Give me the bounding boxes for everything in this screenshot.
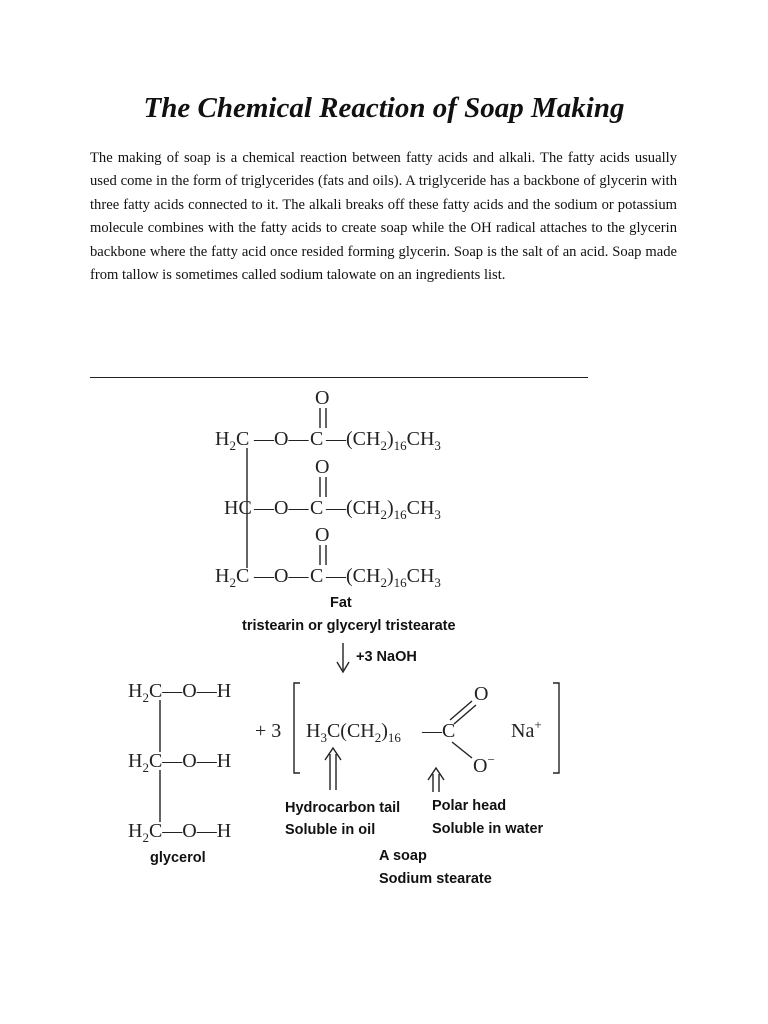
head-arrow — [428, 768, 444, 792]
reagent-label: +3 NaOH — [356, 649, 417, 665]
fat-row2-carbonyl-o: O — [315, 456, 330, 478]
fat-row3-h2c: $H_2C$ — [215, 565, 250, 590]
reaction-arrow — [337, 643, 349, 672]
fat-row2-carbonyl-c: C — [310, 497, 324, 519]
soap-chain: $H_3C(CH_2)_{16}$ — [306, 720, 401, 745]
glycerol-label: glycerol — [150, 850, 206, 866]
glycerol-row2: $H_2C—O—H$ — [128, 750, 232, 775]
soap-carboxyl-c: —C — [422, 720, 456, 742]
left-bracket — [294, 683, 300, 773]
fat-row2-hc: HC — [224, 497, 252, 519]
fat-label: Fat — [330, 595, 352, 611]
soap-oxygen-double: O — [474, 683, 489, 705]
glycerol-row1: $H_2C—O—H$ — [128, 680, 232, 705]
page-title: The Chemical Reaction of Soap Making — [143, 92, 625, 124]
soap-oxygen-minus: O− — [473, 752, 495, 777]
fat-row2-chain: $—(CH_2)_{16}CH_3$ — [326, 497, 441, 522]
fat-row1-o-link: —O— — [254, 428, 309, 450]
fat-structure — [215, 387, 441, 590]
soap-structure — [255, 683, 559, 792]
glycerol-row3: $H_2C—O—H$ — [128, 820, 232, 845]
soap-name-2: Sodium stearate — [379, 871, 492, 887]
body-paragraph: The making of soap is a chemical reaction between fatty acids and alkali. The fatty acids usually used come in the form of triglycerides (fats and oils). A triglyceride has a backbone of glycerin with three fatty acids connected to it. The alkali breaks off these fatty acids and the sodium or potassium molecule combines with the fatty acids to create soap while the OH radical attaches to the glycerin backbone where the fatty acid once resided forming glycerin. Soap is the salt of an acid. Soap made from tallow is sometimes called sodium talowate on an ingredients list. — [90, 150, 677, 284]
right-bracket — [553, 683, 559, 773]
fat-row1-carbonyl-c: C — [310, 428, 324, 450]
fat-name-label: tristearin or glyceryl tristearate — [242, 618, 456, 634]
tail-label-2: Soluble in oil — [285, 822, 376, 838]
fat-row1-carbonyl-o: O — [315, 387, 330, 409]
soap-reaction-diagram — [0, 370, 768, 910]
head-label-2: Soluble in water — [432, 821, 544, 837]
fat-row2-o-link: —O— — [254, 497, 309, 519]
fat-row3-o-link: —O— — [254, 565, 309, 587]
tail-arrow — [325, 748, 341, 790]
fat-row3-chain: $—(CH_2)_{16}CH_3$ — [326, 565, 441, 590]
fat-row1-h2c: $H_2C$ — [215, 428, 250, 453]
soap-coefficient: + 3 — [255, 720, 282, 742]
head-label-1: Polar head — [432, 798, 507, 814]
soap-name-1: A soap — [379, 848, 427, 864]
fat-row3-carbonyl-o: O — [315, 524, 330, 546]
soap-sodium-ion: Na+ — [511, 717, 542, 742]
single-bond-line — [452, 742, 472, 758]
tail-label-1: Hydrocarbon tail — [285, 800, 401, 816]
fat-row1-chain: $—(CH_2)_{16}CH_3$ — [326, 428, 441, 453]
glycerol-structure — [128, 680, 231, 845]
fat-row3-carbonyl-c: C — [310, 565, 324, 587]
